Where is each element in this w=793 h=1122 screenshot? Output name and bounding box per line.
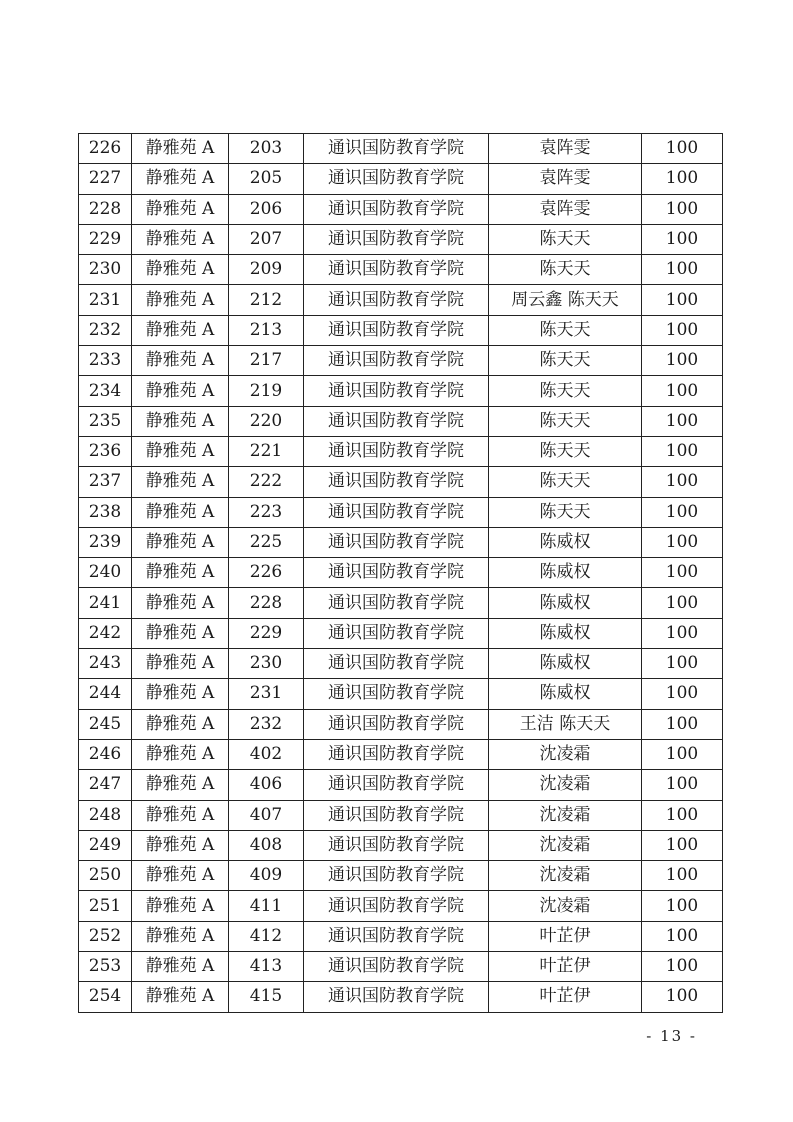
building-cell: 静雅苑 A [132,224,229,254]
building-cell: 静雅苑 A [132,406,229,436]
row-number-cell: 226 [79,134,132,164]
building-cell: 静雅苑 A [132,285,229,315]
score-cell: 100 [642,194,723,224]
building-cell: 静雅苑 A [132,952,229,982]
building-cell: 静雅苑 A [132,982,229,1012]
building-cell: 静雅苑 A [132,739,229,769]
staff-name-cell: 陈威权 [489,527,642,557]
room-number-cell: 411 [229,891,304,921]
table-row [79,134,723,164]
table-row [79,649,723,679]
college-cell: 通识国防教育学院 [304,830,489,860]
college-cell: 通识国防教育学院 [304,436,489,466]
table-row [79,861,723,891]
college-cell: 通识国防教育学院 [304,861,489,891]
college-cell: 通识国防教育学院 [304,164,489,194]
room-number-cell: 408 [229,830,304,860]
staff-name-cell: 沈凌霜 [489,861,642,891]
college-cell: 通识国防教育学院 [304,315,489,345]
score-cell: 100 [642,376,723,406]
room-number-cell: 412 [229,921,304,951]
row-number-cell: 253 [79,952,132,982]
row-number-cell: 236 [79,436,132,466]
score-cell: 100 [642,315,723,345]
score-cell: 100 [642,770,723,800]
college-cell: 通识国防教育学院 [304,527,489,557]
row-number-cell: 234 [79,376,132,406]
row-number-cell: 246 [79,739,132,769]
room-number-cell: 203 [229,134,304,164]
score-cell: 100 [642,921,723,951]
room-number-cell: 232 [229,709,304,739]
table-row [79,891,723,921]
building-cell: 静雅苑 A [132,376,229,406]
score-cell: 100 [642,134,723,164]
table-row [79,830,723,860]
row-number-cell: 252 [79,921,132,951]
college-cell: 通识国防教育学院 [304,376,489,406]
staff-name-cell: 陈威权 [489,618,642,648]
college-cell: 通识国防教育学院 [304,709,489,739]
staff-name-cell: 陈威权 [489,558,642,588]
building-cell: 静雅苑 A [132,649,229,679]
row-number-cell: 231 [79,285,132,315]
building-cell: 静雅苑 A [132,891,229,921]
room-number-cell: 212 [229,285,304,315]
score-cell: 100 [642,709,723,739]
college-cell: 通识国防教育学院 [304,255,489,285]
score-cell: 100 [642,467,723,497]
score-cell: 100 [642,952,723,982]
table-row [79,346,723,376]
score-cell: 100 [642,891,723,921]
room-number-cell: 230 [229,649,304,679]
score-cell: 100 [642,800,723,830]
row-number-cell: 229 [79,224,132,254]
table-row [79,618,723,648]
building-cell: 静雅苑 A [132,497,229,527]
room-number-cell: 207 [229,224,304,254]
table-row [79,285,723,315]
college-cell: 通识国防教育学院 [304,891,489,921]
room-number-cell: 205 [229,164,304,194]
score-cell: 100 [642,830,723,860]
room-number-cell: 415 [229,982,304,1012]
building-cell: 静雅苑 A [132,558,229,588]
row-number-cell: 248 [79,800,132,830]
table-row [79,952,723,982]
score-cell: 100 [642,346,723,376]
building-cell: 静雅苑 A [132,921,229,951]
college-cell: 通识国防教育学院 [304,224,489,254]
college-cell: 通识国防教育学院 [304,739,489,769]
staff-name-cell: 沈凌霜 [489,770,642,800]
score-cell: 100 [642,406,723,436]
staff-name-cell: 陈天天 [489,497,642,527]
building-cell: 静雅苑 A [132,830,229,860]
table-row [79,558,723,588]
score-cell: 100 [642,527,723,557]
score-cell: 100 [642,861,723,891]
table-row [79,164,723,194]
staff-name-cell: 沈凌霜 [489,800,642,830]
score-cell: 100 [642,497,723,527]
staff-name-cell: 叶芷伊 [489,921,642,951]
college-cell: 通识国防教育学院 [304,406,489,436]
row-number-cell: 241 [79,588,132,618]
college-cell: 通识国防教育学院 [304,952,489,982]
table-row [79,982,723,1012]
table-row [79,679,723,709]
college-cell: 通识国防教育学院 [304,558,489,588]
row-number-cell: 242 [79,618,132,648]
staff-name-cell: 陈威权 [489,588,642,618]
college-cell: 通识国防教育学院 [304,134,489,164]
table-row [79,497,723,527]
staff-name-cell: 陈天天 [489,376,642,406]
row-number-cell: 244 [79,679,132,709]
staff-name-cell: 袁阵雯 [489,194,642,224]
building-cell: 静雅苑 A [132,800,229,830]
table-row [79,770,723,800]
room-number-cell: 222 [229,467,304,497]
row-number-cell: 227 [79,164,132,194]
table-row [79,315,723,345]
table-row [79,588,723,618]
building-cell: 静雅苑 A [132,770,229,800]
college-cell: 通识国防教育学院 [304,588,489,618]
row-number-cell: 235 [79,406,132,436]
score-cell: 100 [642,588,723,618]
room-number-cell: 225 [229,527,304,557]
building-cell: 静雅苑 A [132,709,229,739]
staff-name-cell: 陈天天 [489,315,642,345]
row-number-cell: 238 [79,497,132,527]
table-body [79,134,723,1013]
college-cell: 通识国防教育学院 [304,649,489,679]
staff-name-cell: 陈威权 [489,649,642,679]
row-number-cell: 247 [79,770,132,800]
row-number-cell: 250 [79,861,132,891]
staff-name-cell: 沈凌霜 [489,830,642,860]
staff-name-cell: 袁阵雯 [489,164,642,194]
college-cell: 通识国防教育学院 [304,982,489,1012]
room-number-cell: 217 [229,346,304,376]
staff-name-cell: 王洁 陈天天 [489,709,642,739]
table-row [79,376,723,406]
table-row [79,921,723,951]
table-row [79,194,723,224]
score-cell: 100 [642,618,723,648]
building-cell: 静雅苑 A [132,679,229,709]
score-cell: 100 [642,679,723,709]
room-number-cell: 229 [229,618,304,648]
staff-name-cell: 沈凌霜 [489,891,642,921]
room-number-cell: 223 [229,497,304,527]
row-number-cell: 249 [79,830,132,860]
score-cell: 100 [642,255,723,285]
college-cell: 通识国防教育学院 [304,921,489,951]
staff-name-cell: 沈凌霜 [489,739,642,769]
building-cell: 静雅苑 A [132,255,229,285]
row-number-cell: 228 [79,194,132,224]
staff-name-cell: 叶芷伊 [489,982,642,1012]
row-number-cell: 237 [79,467,132,497]
college-cell: 通识国防教育学院 [304,770,489,800]
row-number-cell: 239 [79,527,132,557]
score-cell: 100 [642,285,723,315]
staff-name-cell: 陈天天 [489,467,642,497]
room-number-cell: 221 [229,436,304,466]
dormitory-score-table [78,133,723,1013]
room-number-cell: 413 [229,952,304,982]
table-row [79,467,723,497]
table-row [79,224,723,254]
staff-name-cell: 陈天天 [489,346,642,376]
staff-name-cell: 陈天天 [489,224,642,254]
score-cell: 100 [642,558,723,588]
building-cell: 静雅苑 A [132,861,229,891]
college-cell: 通识国防教育学院 [304,497,489,527]
college-cell: 通识国防教育学院 [304,618,489,648]
building-cell: 静雅苑 A [132,134,229,164]
building-cell: 静雅苑 A [132,315,229,345]
row-number-cell: 233 [79,346,132,376]
score-cell: 100 [642,739,723,769]
staff-name-cell: 陈天天 [489,255,642,285]
table-row [79,527,723,557]
building-cell: 静雅苑 A [132,588,229,618]
college-cell: 通识国防教育学院 [304,679,489,709]
row-number-cell: 245 [79,709,132,739]
room-number-cell: 228 [229,588,304,618]
table-row [79,406,723,436]
staff-name-cell: 陈天天 [489,436,642,466]
row-number-cell: 230 [79,255,132,285]
college-cell: 通识国防教育学院 [304,800,489,830]
row-number-cell: 232 [79,315,132,345]
room-number-cell: 219 [229,376,304,406]
building-cell: 静雅苑 A [132,618,229,648]
building-cell: 静雅苑 A [132,194,229,224]
page-number: - 13 - [646,1027,697,1045]
building-cell: 静雅苑 A [132,164,229,194]
score-cell: 100 [642,164,723,194]
score-cell: 100 [642,436,723,466]
row-number-cell: 251 [79,891,132,921]
row-number-cell: 254 [79,982,132,1012]
staff-name-cell: 周云鑫 陈天天 [489,285,642,315]
staff-name-cell: 陈威权 [489,679,642,709]
college-cell: 通识国防教育学院 [304,194,489,224]
college-cell: 通识国防教育学院 [304,346,489,376]
college-cell: 通识国防教育学院 [304,285,489,315]
score-cell: 100 [642,224,723,254]
room-number-cell: 406 [229,770,304,800]
score-cell: 100 [642,649,723,679]
college-cell: 通识国防教育学院 [304,467,489,497]
building-cell: 静雅苑 A [132,467,229,497]
staff-name-cell: 袁阵雯 [489,134,642,164]
table-row [79,800,723,830]
room-number-cell: 407 [229,800,304,830]
room-number-cell: 213 [229,315,304,345]
row-number-cell: 240 [79,558,132,588]
room-number-cell: 226 [229,558,304,588]
score-cell: 100 [642,982,723,1012]
room-number-cell: 402 [229,739,304,769]
room-number-cell: 206 [229,194,304,224]
room-number-cell: 220 [229,406,304,436]
table-row [79,739,723,769]
room-number-cell: 409 [229,861,304,891]
room-number-cell: 209 [229,255,304,285]
table-row [79,709,723,739]
staff-name-cell: 陈天天 [489,406,642,436]
table-row [79,255,723,285]
building-cell: 静雅苑 A [132,436,229,466]
staff-name-cell: 叶芷伊 [489,952,642,982]
building-cell: 静雅苑 A [132,527,229,557]
table-row [79,436,723,466]
room-number-cell: 231 [229,679,304,709]
building-cell: 静雅苑 A [132,346,229,376]
row-number-cell: 243 [79,649,132,679]
